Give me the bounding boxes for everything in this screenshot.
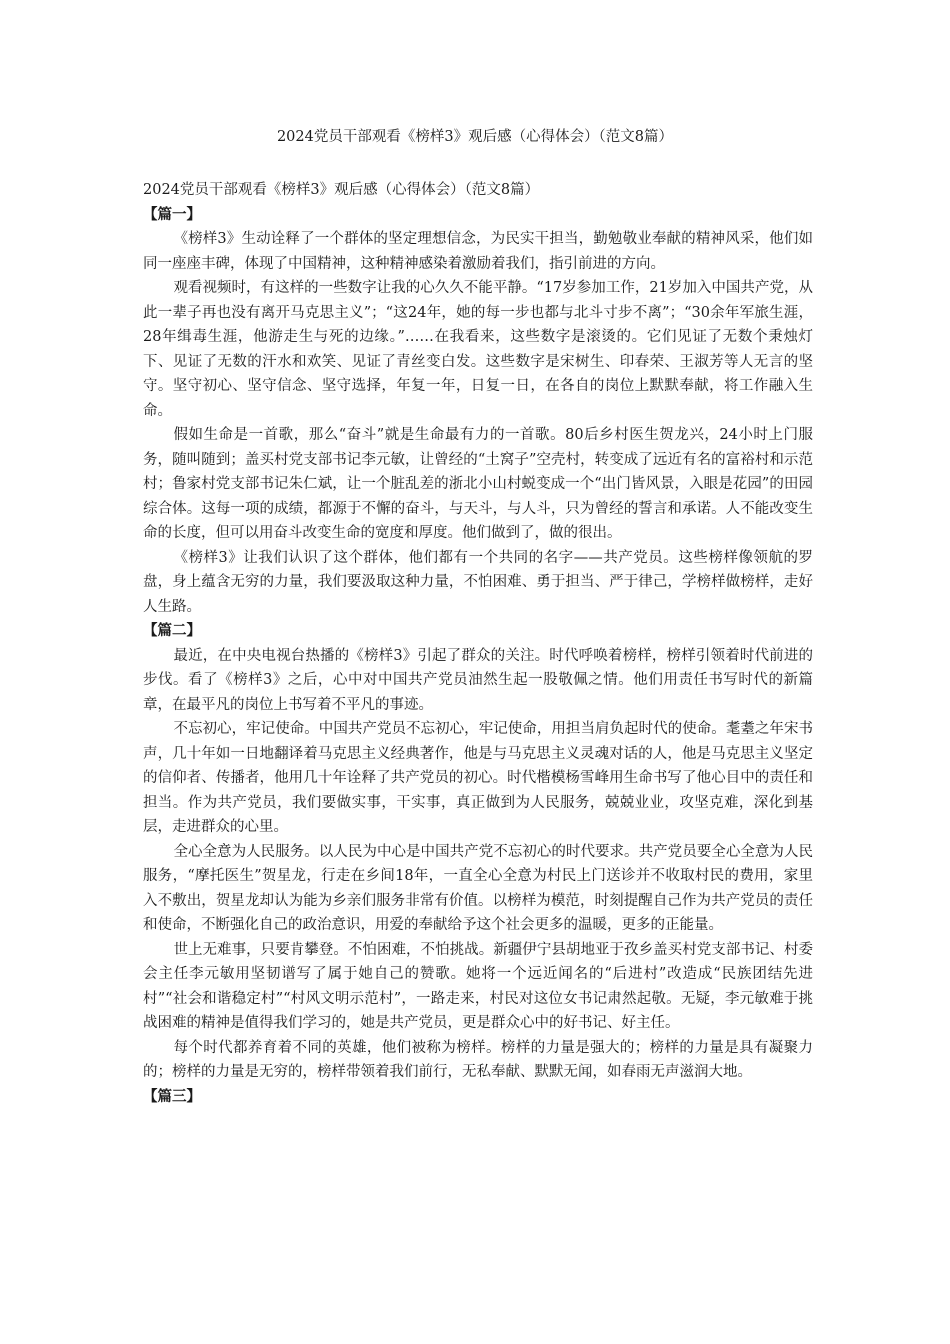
section-2 <box>143 619 813 1085</box>
paragraph: 全心全意为人民服务。以人民为中心是中国共产党不忘初心的时代要求。共产党员要全心全意为人民服务，“摩托医生”贺星龙，行走在乡间18年，一直全心全意为村民上门送诊并不收取村民的费用，家里入不敷出，贺星龙却认为能为乡亲们服务非常有价值。以榜样为模范，时刻提醒自己作为共产党员的责任和使命，不断强化自己的政治意识，用爱的奉献给予这个社会更多的温暖，更多的正能量。 <box>143 843 813 933</box>
paragraph: 世上无难事，只要肯攀登。不怕困难，不怕挑战。新疆伊宁县胡地亚于孜乡盖买村党支部书记、村委会主任李元敏用坚韧谱写了属于她自己的赞歌。她将一个远近闻名的“后进村”改造成“民族团结先进村”“社会和谐稳定村”“村风文明示范村”，一路走来，村民对这位女书记肃然起敬。无疑，李元敏难于挑战困难的精神是值得我们学习的，她是共产党员，更是群众心中的好书记、好主任。 <box>143 941 813 1031</box>
section-1 <box>143 203 813 620</box>
paragraph: 《榜样3》让我们认识了这个群体，他们都有一个共同的名字——共产党员。这些榜样像领航的罗盘，身上蕴含无穷的力量，我们要汲取这种力量，不怕困难、勇于担当、严于律己，学榜样做榜样，走好人生路。 <box>143 549 813 615</box>
document-subtitle: 2024党员干部观看《榜样3》观后感（心得体会）（范文8篇） <box>143 182 540 198</box>
paragraph: 最近，在中央电视台热播的《榜样3》引起了群众的关注。时代呼唤着榜样，榜样引领着时代前进的步伐。看了《榜样3》之后，心中对中国共产党员油然生起一股敬佩之情。他们用责任书写时代的新篇章，在最平凡的岗位上书写着不平凡的事迹。 <box>143 647 813 713</box>
paragraph: 不忘初心，牢记使命。中国共产党员不忘初心，牢记使命，用担当肩负起时代的使命。耄耋之年宋书声，几十年如一日地翻译着马克思主义经典著作，他是与马克思主义灵魂对话的人，他是马克思主义坚定的信仰者、传播者，他用几十年诠释了共产党员的初心。时代楷模杨雪峰用生命书写了他心目中的责任和担当。作为共产党员，我们要做实事，干实事，真正做到为人民服务，兢兢业业，攻坚克难，深化到基层，走进群众的心里。 <box>143 721 813 835</box>
paragraph: 每个时代都养育着不同的英雄，他们被称为榜样。榜样的力量是强大的；榜样的力量是具有凝聚力的；榜样的力量是无穷的，榜样带领着我们前行，无私奉献、默默无闻，如春雨无声滋润大地。 <box>143 1039 813 1080</box>
paragraph: 观看视频时，有这样的一些数字让我的心久久不能平静。“17岁参加工作，21岁加入中国共产党，从此一辈子再也没有离开马克思主义”；“这24年，她的每一步也都与北斗寸步不离”；“30余年军旅生涯，28年缉毒生涯，他游走生与死的边缘。”……在我看来，这些数字是滚烫的。它们见证了无数个秉烛灯下、见证了无数的汗水和欢笑、见证了青丝变白发。这些数字是宋树生、印春荣、王淑芳等人无言的坚守。坚守初心、坚守信念、坚守选择，年复一年，日复一日，在各自的岗位上默默奉献，将工作融入生命。 <box>143 280 813 419</box>
section-heading: 【篇二】 <box>143 622 201 639</box>
document-body <box>143 178 813 1109</box>
section-3 <box>143 1085 813 1110</box>
document-title: 2024党员干部观看《榜样3》观后感（心得体会）（范文8篇） <box>276 129 674 145</box>
paragraph: 《榜样3》生动诠释了一个群体的坚定理想信念，为民实干担当，勤勉敬业奉献的精神风采，他们如同一座座丰碑，体现了中国精神，这种精神感染着激励着我们，指引前进的方向。 <box>143 231 813 272</box>
paragraph: 假如生命是一首歌，那么“奋斗”就是生命最有力的一首歌。80后乡村医生贺龙兴，24小时上门服务，随叫随到；盖买村党支部书记李元敏，让曾经的“土窝子”空壳村，转变成了远近有名的富裕村和示范村；鲁家村党支部书记朱仁斌，让一个脏乱差的浙北小山村蜕变成一个“出门皆风景，入眼是花园”的田园综合体。这每一项的成绩，都源于不懈的奋斗，与天斗，与人斗，只为曾经的誓言和承诺。人不能改变生命的长度，但可以用奋斗改变生命的宽度和厚度。他们做到了，做的很出。 <box>143 427 813 541</box>
section-heading: 【篇一】 <box>143 205 201 223</box>
section-heading: 【篇三】 <box>143 1087 201 1105</box>
